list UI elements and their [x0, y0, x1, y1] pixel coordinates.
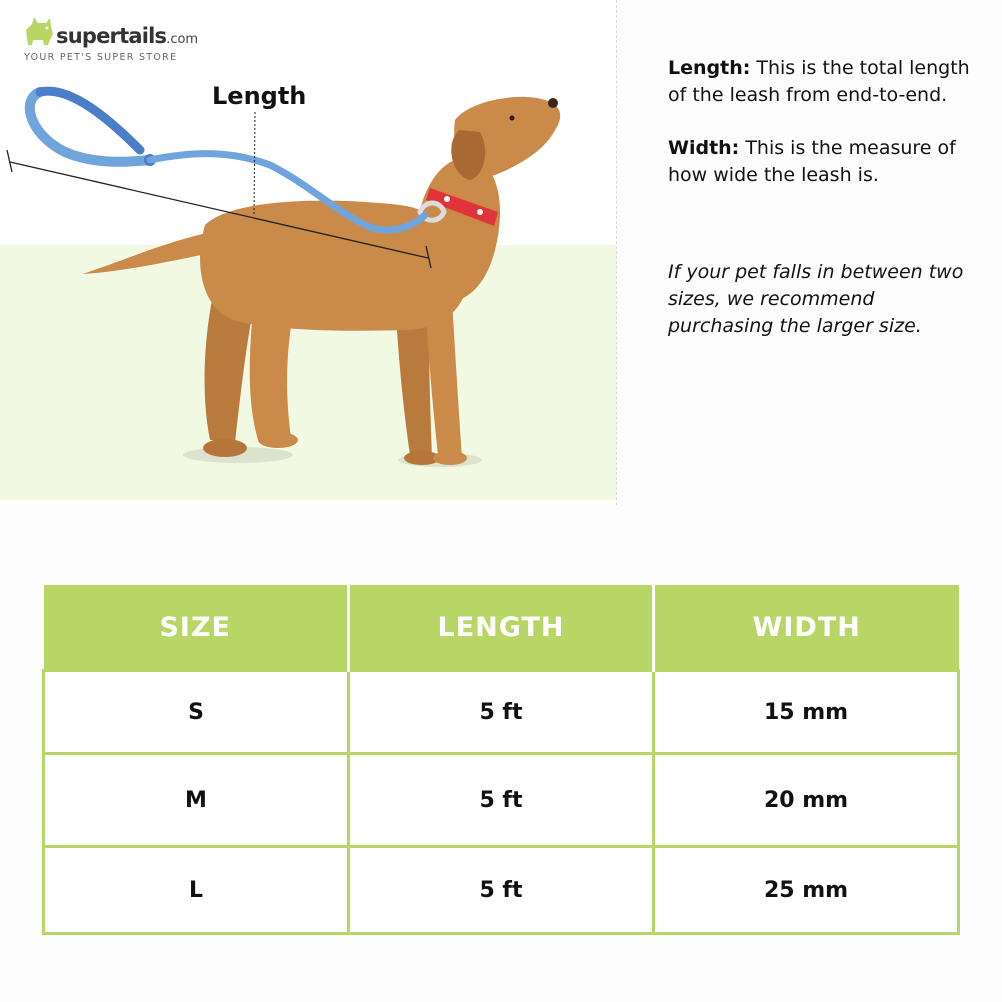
- size-recommendation-note: If your pet falls in between two sizes, we recommend purchasing the larger size.: [668, 261, 964, 337]
- size-chart: [42, 585, 960, 935]
- cell-width: 20 mm: [654, 754, 959, 847]
- section-divider: [616, 0, 617, 505]
- logo-tagline: YOUR PET'S SUPER STORE: [24, 52, 178, 63]
- dog-logo-icon: [22, 16, 56, 46]
- size-table: [42, 585, 960, 935]
- cell-size: S: [44, 671, 349, 754]
- logo-wordmark: supertails.com: [56, 24, 199, 48]
- leash-illustration: [0, 0, 618, 505]
- table-row: [44, 671, 959, 754]
- width-term: Width:: [668, 137, 740, 159]
- cell-width: 15 mm: [654, 671, 959, 754]
- header-width: WIDTH: [654, 585, 959, 671]
- dog-with-leash-image: [0, 0, 618, 505]
- header-size: SIZE: [44, 585, 349, 671]
- cell-size: L: [44, 847, 349, 934]
- width-description: This is the measure of how wide the leash is.: [668, 137, 956, 186]
- length-term: Length:: [668, 57, 751, 79]
- measurement-info: [668, 55, 978, 340]
- length-description: This is the total length of the leash from end-to-end.: [668, 57, 970, 106]
- width-definition: [668, 135, 978, 189]
- header-length: LENGTH: [349, 585, 654, 671]
- cell-length: 5 ft: [349, 754, 654, 847]
- length-callout-label: Length: [212, 82, 307, 110]
- table-header-row: [44, 585, 959, 671]
- cell-size: M: [44, 754, 349, 847]
- cell-width: 25 mm: [654, 847, 959, 934]
- length-definition: [668, 55, 978, 109]
- table-row: [44, 754, 959, 847]
- supertails-logo[interactable]: [22, 14, 199, 66]
- cell-length: 5 ft: [349, 671, 654, 754]
- table-row: [44, 847, 959, 934]
- cell-length: 5 ft: [349, 847, 654, 934]
